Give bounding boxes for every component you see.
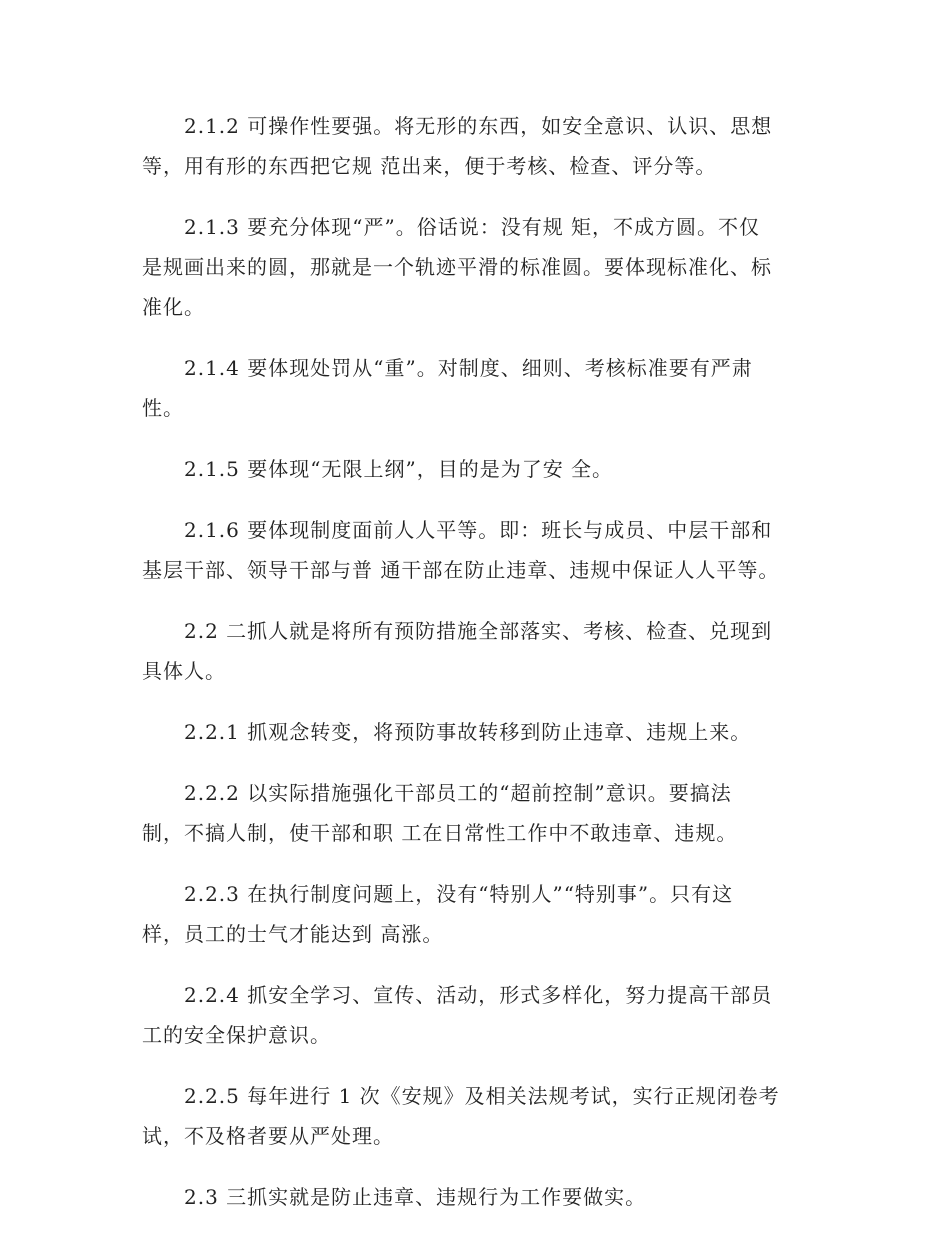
text-line: 等，用有形的东西把它规 范出来，便于考核、检查、评分等。	[142, 154, 717, 178]
text-line: 具体人。	[142, 659, 226, 683]
paragraph-2-1-5	[142, 449, 810, 489]
paragraph-2-1-4	[142, 348, 810, 428]
text-line: 2.2.1 抓观念转变，将预防事故转移到防止违章、违规上来。	[184, 720, 752, 744]
text-line: 样，员工的士气才能达到 高涨。	[142, 922, 444, 946]
text-line: 2.1.2 可操作性要强。将无形的东西，如安全意识、认识、思想	[184, 114, 773, 138]
paragraph-2-2-2	[142, 773, 810, 853]
paragraph-2-1-3	[142, 207, 810, 327]
paragraph-2-2-3	[142, 874, 810, 954]
paragraph-2-2-5	[142, 1076, 810, 1156]
paragraph-2-2-4	[142, 975, 810, 1055]
text-line: 2.1.3 要充分体现“严”。俗话说：没有规 矩，不成方圆。不仅	[184, 215, 761, 239]
text-line: 试，不及格者要从严处理。	[142, 1124, 394, 1148]
document-body	[142, 106, 810, 1238]
text-line: 2.1.6 要体现制度面前人人平等。即：班长与成员、中层干部和	[184, 518, 773, 542]
text-line: 工的安全保护意识。	[142, 1023, 331, 1047]
text-line: 性。	[142, 396, 184, 420]
text-line: 制，不搞人制，使干部和职 工在日常性工作中不敢违章、违规。	[142, 821, 738, 845]
text-line: 2.3 三抓实就是防止违章、违规行为工作要做实。	[184, 1185, 647, 1209]
text-line: 2.2.3 在执行制度问题上，没有“特别人”“特别事”。只有这	[184, 882, 734, 906]
paragraph-2-1-2	[142, 106, 810, 186]
text-line: 准化。	[142, 295, 205, 319]
text-line: 是规画出来的圆，那就是一个轨迹平滑的标准圆。要体现标准化、标	[142, 255, 772, 279]
text-line: 基层干部、领导干部与普 通干部在防止违章、违规中保证人人平等。	[142, 558, 780, 582]
paragraph-2-3	[142, 1177, 810, 1217]
text-line: 2.2.5 每年进行 1 次《安规》及相关法规考试，实行正规闭卷考	[184, 1084, 780, 1108]
paragraph-2-2	[142, 611, 810, 691]
text-line: 2.2 二抓人就是将所有预防措施全部落实、考核、检查、兑现到	[184, 619, 773, 643]
text-line: 2.2.4 抓安全学习、宣传、活动，形式多样化，努力提高干部员	[184, 983, 773, 1007]
text-line: 2.1.4 要体现处罚从“重”。对制度、细则、考核标准要有严肃	[184, 356, 753, 380]
text-line: 2.1.5 要体现“无限上纲”，目的是为了安 全。	[184, 457, 614, 481]
text-line: 2.2.2 以实际措施强化干部员工的“超前控制”意识。要搞法	[184, 781, 732, 805]
paragraph-2-2-1	[142, 712, 810, 752]
paragraph-2-1-6	[142, 510, 810, 590]
